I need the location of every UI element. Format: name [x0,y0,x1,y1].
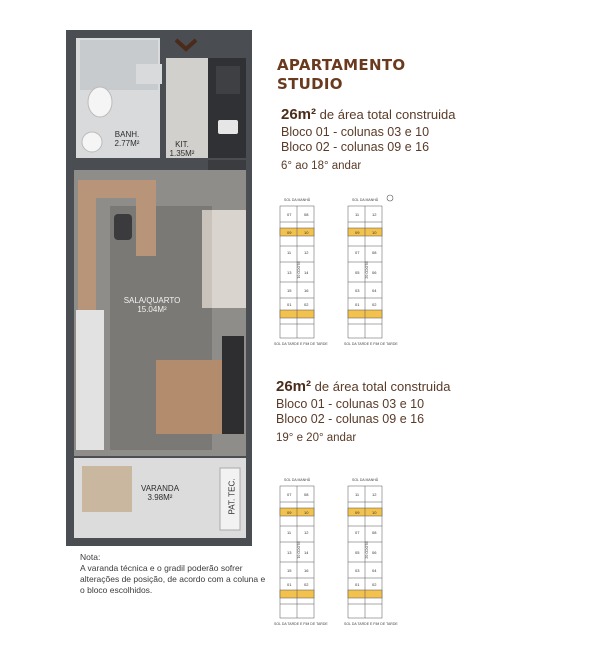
note-text: A varanda técnica e o gradil poderão sofrer alterações de posição, de acordo com a coluna e o bloco escolhidos. [80,563,266,595]
area-value: 26m² [276,378,312,395]
area-value: 26m² [281,106,317,123]
building-plans-1 [270,192,410,362]
sun-morning-label: SOL DA MANHÃ [352,198,379,202]
area-line [276,378,576,395]
plan-note [80,552,270,596]
room-name: BANH. [114,130,140,139]
bloco-02-columns: Bloco 02 - colunas 09 e 16 [281,140,430,154]
floor-range: 19° e 20° andar [276,432,357,444]
unit-number: 06 [372,270,377,275]
sun-afternoon-label: SOL DA TARDE E FIM DE TARDE [344,342,398,346]
room-label-banh [100,130,154,148]
unit-number: 01 [287,582,292,587]
unit-number: 10 [372,230,377,235]
sun-morning-label: SOL DA MANHÃ [284,198,311,202]
sun-morning-label: SOL DA MANHÃ [284,478,311,482]
unit-number: 11 [287,250,292,255]
sun-morning-label: SOL DA MANHÃ [352,478,379,482]
unit-number: 10 [304,510,309,515]
room-label-sala [112,296,192,314]
room-name: SALA/QUARTO [123,296,181,305]
unit-number: 10 [304,230,309,235]
area-line [281,106,581,123]
unit-number: 08 [304,212,309,217]
bloco-02-label: BLOCO 02 [364,261,369,279]
unit-number: 16 [304,568,309,573]
unit-number: 01 [355,302,360,307]
unit-number: 07 [355,530,360,535]
bloco-02-label: BLOCO 02 [364,541,369,559]
unit-number: 09 [287,510,292,515]
bloco-01-label: BLOCO 01 [296,261,301,279]
unit-number: 13 [287,550,292,555]
unit-number: 10 [372,510,377,515]
unit-number: 04 [372,568,377,573]
unit-number: 02 [304,302,309,307]
building-plans-2 [270,472,410,642]
room-name: KIT. [175,140,189,149]
unit-number: 09 [287,230,292,235]
building-plan-drawing [270,472,410,642]
title-line-1: APARTAMENTO [277,56,406,74]
unit-number: 02 [304,582,309,587]
unit-number: 12 [304,530,309,535]
room-area: 2.77M² [114,139,140,148]
unit-number: 15 [287,568,292,573]
unit-number: 08 [372,530,377,535]
unit-number: 03 [355,568,360,573]
unit-number: 08 [304,492,309,497]
unit-number: 04 [372,288,377,293]
unit-number: 15 [287,288,292,293]
unit-number: 12 [304,250,309,255]
bloco-01-columns: Bloco 01 - colunas 03 e 10 [276,397,425,411]
floor-plan-drawing [66,30,252,546]
room-name: VARANDA [140,484,180,493]
room-label-pat-tec: PAT. TEC. [227,478,237,515]
bloco-02-columns: Bloco 02 - colunas 09 e 16 [276,412,425,426]
unit-number: 01 [287,302,292,307]
unit-number: 12 [372,492,377,497]
unit-number: 07 [355,250,360,255]
building-plan-drawing [270,192,410,362]
sun-afternoon-label: SOL DA TARDE E FIM DE TARDE [274,622,328,626]
unit-number: 02 [372,302,377,307]
unit-number: 09 [355,510,360,515]
unit-number: 06 [372,550,377,555]
area-text: de área total construida [311,379,451,394]
room-area: 15.04M² [137,305,167,314]
unit-number: 09 [355,230,360,235]
unit-number: 07 [287,212,292,217]
unit-number: 02 [372,582,377,587]
unit-number: 05 [355,270,360,275]
unit-number: 05 [355,550,360,555]
unit-number: 11 [287,530,292,535]
unit-number: 14 [304,270,309,275]
unit-number: 14 [304,550,309,555]
room-area: 1.35M² [169,149,195,158]
option-2-info [276,378,576,444]
room-area: 3.98M² [147,493,173,502]
unit-number: 16 [304,288,309,293]
option-1-info [281,106,581,172]
unit-number: 11 [355,212,360,217]
sun-afternoon-label: SOL DA TARDE E FIM DE TARDE [274,342,328,346]
unit-number: 11 [355,492,360,497]
note-title: Nota: [80,552,101,562]
unit-number: 03 [355,288,360,293]
sun-afternoon-label: SOL DA TARDE E FIM DE TARDE [344,622,398,626]
page-title [277,56,405,94]
unit-number: 07 [287,492,292,497]
title-line-2: STUDIO [277,75,343,93]
area-text: de área total construida [316,107,456,122]
unit-number: 12 [372,212,377,217]
floor-plan [66,30,252,546]
bloco-01-columns: Bloco 01 - colunas 03 e 10 [281,125,430,139]
room-label-kit [162,140,202,158]
unit-number: 08 [372,250,377,255]
floor-range: 6° ao 18° andar [281,160,362,172]
unit-number: 13 [287,270,292,275]
bloco-01-label: BLOCO 01 [296,541,301,559]
room-label-varanda [130,484,190,502]
unit-number: 01 [355,582,360,587]
